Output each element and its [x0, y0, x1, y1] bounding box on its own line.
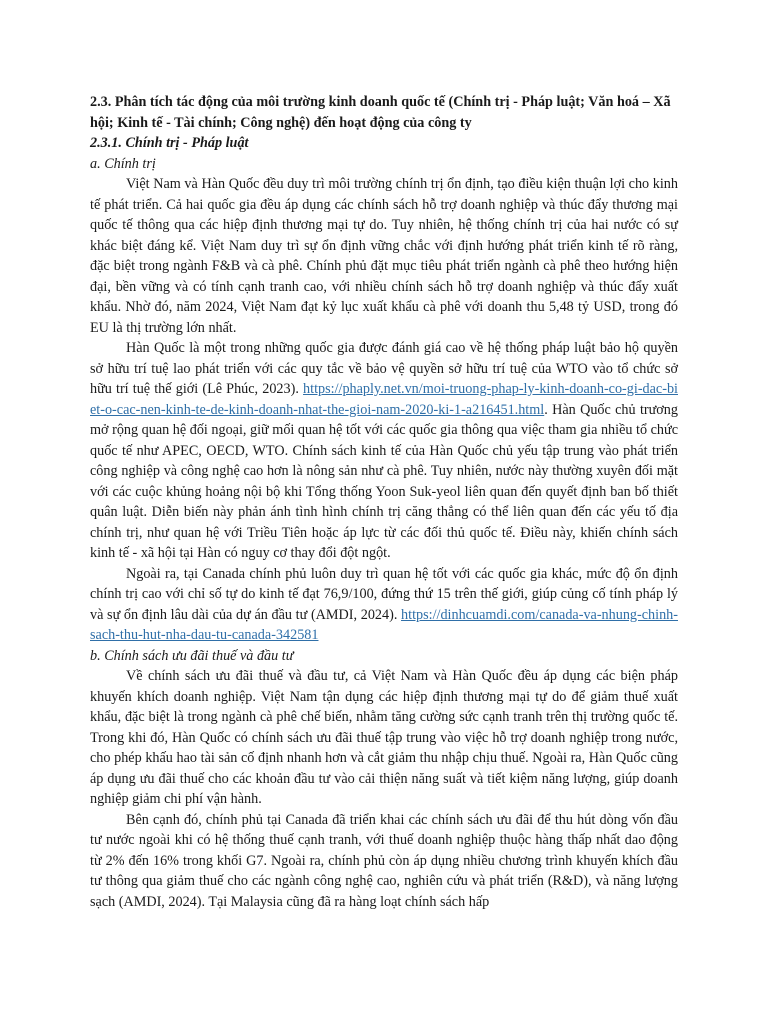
item-b-title: b. Chính sách ưu đãi thuế và đầu tư: [90, 647, 294, 664]
paragraph-1: Việt Nam và Hàn Quốc đều duy trì môi trường chính trị ổn định, tạo điều kiện thuận lợi cho kinh tế phát triển. Cả hai quốc gia đều áp dụng các chính sách hỗ trợ doanh nghiệp và thúc đẩy thương mại quốc tế thông qua các hiệp định thương mại tự do. Tuy nhiên, hệ thống chính trị của hai nước có sự khác biệt đáng kể. Việt Nam duy trì sự ổn định vững chắc với định hướng phát triển kinh tế rõ ràng, đặc biệt trong ngành F&B và cà phê. Chính phủ đặt mục tiêu phát triển ngành cà phê theo hướng hiện đại, bền vững và có tính cạnh tranh cao, với nhiều chính sách hỗ trợ doanh nghiệp và thúc đẩy xuất khẩu. Nhờ đó, năm 2024, Việt Nam đạt kỷ lục xuất khẩu cà phê với doanh thu 5,48 tỷ USD, trong đó EU là thị trường lớn nhất.: [90, 176, 678, 336]
paragraph-2: [90, 338, 678, 564]
section-title: 2.3. Phân tích tác động của môi trường kinh doanh quốc tế (Chính trị - Pháp luật; Văn hoá – Xã hội; Kinh tế - Tài chính; Công nghệ) đến hoạt động của công ty: [90, 94, 671, 131]
dinhcuamdi-source-link[interactable]: https://dinhcuamdi.com/canada-va-nhung-chinh-sach-thu-hut-nha-dau-tu-canada-342581: [90, 606, 678, 643]
item-a-title: a. Chính trị: [90, 155, 156, 172]
paragraph-5: Bên cạnh đó, chính phủ tại Canada đã triển khai các chính sách ưu đãi để thu hút dòng vốn đầu tư nước ngoài khi có hệ thống thuế cạnh tranh, với thuế doanh nghiệp thuộc hàng thấp nhất dao động từ 2% đến 16% trong khối G7. Ngoài ra, chính phủ còn áp dụng nhiều chương trình khuyến khích đầu tư thông qua giảm thuế cho các ngành công nghệ cao, nghiên cứu và phát triển (R&D), và năng lượng sạch (AMDI, 2024). Tại Malaysia cũng đã ra hàng loạt chính sách hấp: [90, 811, 678, 910]
document-page: [90, 92, 678, 912]
paragraph-3-text: Ngoài ra, tại Canada chính phủ luôn duy trì quan hệ tốt với các quốc gia khác, mức độ ổn định chính trị cao với chỉ số tự do kinh tế đạt 76,9/100, đứng thứ 15 trên thế giới, giúp củng cố tính pháp lý và sự ổn định lâu dài của dự án đầu tư (AMDI, 2024).: [90, 565, 678, 623]
paragraph-3: [90, 564, 678, 646]
paragraph-4: Về chính sách ưu đãi thuế và đầu tư, cả Việt Nam và Hàn Quốc đều áp dụng các biện pháp khuyến khích doanh nghiệp. Việt Nam tận dụng các hiệp định thương mại tự do để giảm thuế xuất khẩu, đặc biệt là trong ngành cà phê chế biến, nhằm tăng cường sức cạnh tranh trên thị trường quốc tế. Trong khi đó, Hàn Quốc có chính sách ưu đãi thuế tập trung vào việc hỗ trợ doanh nghiệp trong nước, cho phép khấu hao tài sản cố định nhanh hơn và cắt giảm thu nhập chịu thuế. Ngoài ra, Hàn Quốc cũng áp dụng ưu đãi thuế cho các khoản đầu tư vào cải thiện năng suất và tiết kiệm năng lượng, giúp doanh nghiệp giảm chi phí vận hành.: [90, 668, 678, 807]
phaply-source-link[interactable]: https://phaply.net.vn/moi-truong-phap-ly-kinh-doanh-co-gi-dac-biet-o-cac-nen-kinh-te-de-kinh-doanh-nhat-the-gioi-nam-2020-ki-1-a216451.html: [90, 381, 678, 418]
paragraph-2-text-start: Hàn Quốc là một trong những quốc gia được đánh giá cao về hệ thống pháp luật bảo hộ quyền sở hữu trí tuệ lao phát triển với các quy tắc về bảo vệ quyền sở hữu trí tuệ của WTO vào tổ chức sở hữu trí tuệ thế giới (Lê Phúc, 2023).: [90, 340, 678, 397]
paragraph-2-text-end: . Hàn Quốc chủ trương mở rộng quan hệ đối ngoại, giữ mối quan hệ tốt với các quốc gia thông qua việc tham gia nhiều tổ chức quốc tế như APEC, OECD, WTO. Chính sách kinh tế của Hàn Quốc chủ yếu tập trung vào phát triển công nghiệp và công nghệ cao hơn là nông sản như cà phê. Tuy nhiên, nước này thường xuyên đối mặt với các cuộc khủng hoảng nội bộ khi Tổng thống Yoon Suk-yeol liên quan đến quyết định ban bố thiết quân luật. Diễn biến này phản ánh tình hình chính trị căng thẳng có thể liên quan đến các yếu tố địa chính trị, như quan hệ với Triều Tiên hoặc áp lực từ các đối thủ quốc tế. Điều này, khiến chính sách kinh tế - xã hội tại Hàn có nguy cơ thay đổi đột ngột.: [90, 401, 678, 561]
subsection-title: 2.3.1. Chính trị - Pháp luật: [90, 135, 249, 151]
